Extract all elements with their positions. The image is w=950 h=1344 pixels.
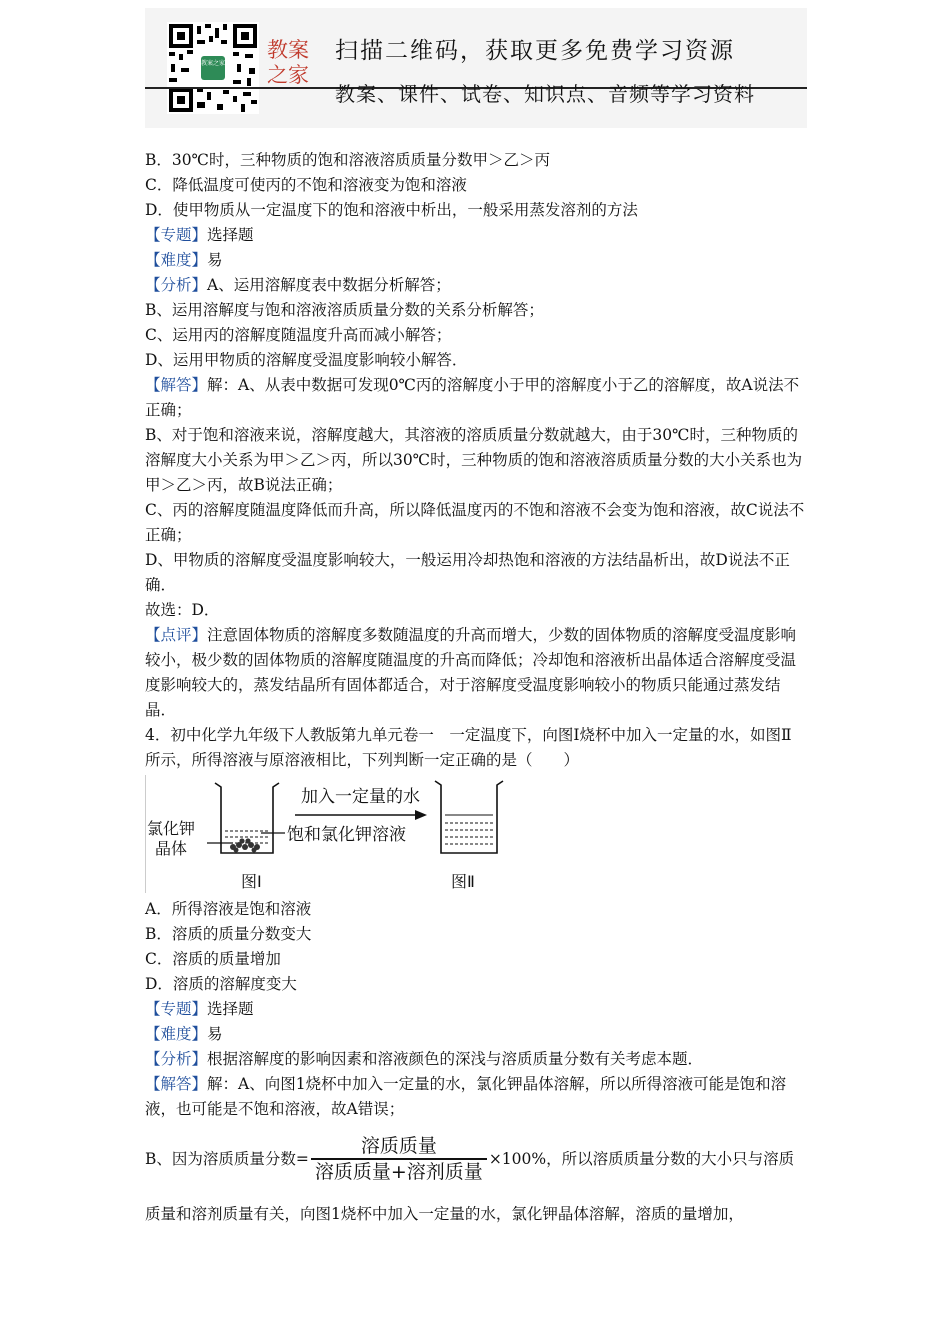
q4-topic-value: 选择题 — [207, 1000, 254, 1018]
q4-difficulty-label: 【难度】 — [145, 1025, 208, 1043]
q3-topic-value: 选择题 — [207, 226, 254, 244]
q3-topic-label: 【专题】 — [145, 226, 208, 244]
q4-answer-b-cont: 质量和溶剂质量有关，向图1烧杯中加入一定量的水，氯化钾晶体溶解，溶质的量增加， — [145, 1205, 744, 1223]
q3-analysis — [145, 273, 807, 298]
q4-answer — [145, 1072, 807, 1122]
q4-stem: 4．初中化学九年级下人教版第九单元卷一 一定温度下，向图Ⅰ烧杯中加入一定量的水，如图Ⅱ所示，所得溶液与原溶液相比，下列判断一定正确的是（ ） — [145, 726, 792, 769]
q3-comment — [145, 623, 807, 723]
q4-topic-label: 【专题】 — [145, 1000, 208, 1018]
q4-answer-b-formula-line — [145, 1128, 807, 1190]
q3-difficulty — [145, 248, 807, 273]
qr-code-icon — [167, 22, 259, 114]
q3-comment-text: 注意固体物质的溶解度多数随温度的升高而增大，少数的固体物质的溶解度受温度影响较小，极少数的固体物质的溶解度随温度的升高而降低；冷却饱和溶液析出晶体适合溶解度受温度影响较大的，蒸发结晶所有固体都适合，对于溶解度受温度影响较小的物质只能通过蒸发结晶． — [145, 626, 797, 719]
q3-choice: 故选：D． — [145, 601, 220, 619]
q4-topic — [145, 997, 807, 1022]
q4-answer-b-suffix: ×100%，所以溶质质量分数的大小只与溶质 — [488, 1149, 795, 1168]
header-slogan-2: 教案、课件、试卷、知识点、音频等学习资料 — [335, 82, 755, 106]
q4-answer-label: 【解答】 — [145, 1075, 208, 1093]
q3-answer-label: 【解答】 — [145, 376, 208, 394]
q3-difficulty-label: 【难度】 — [145, 251, 208, 269]
mass-fraction-formula — [311, 1134, 487, 1184]
fig2-caption: 图Ⅱ — [451, 872, 475, 891]
header-slogan-1: 扫描二维码，获取更多免费学习资源 — [335, 38, 735, 64]
q4-analysis-label: 【分析】 — [145, 1050, 208, 1068]
q4-analysis — [145, 1047, 807, 1072]
q3-answer — [145, 373, 807, 423]
q3-answer-c: C、丙的溶解度随温度降低而升高，所以降低温度丙的不饱和溶液不会变为饱和溶液，故C说法不正确； — [145, 501, 805, 544]
brand-line-2: 之家 — [267, 63, 309, 87]
q3-analysis-a: A、运用溶解度表中数据分析解答； — [207, 276, 451, 294]
q3-difficulty-value: 易 — [207, 251, 223, 269]
crystals — [230, 838, 260, 852]
formula-numerator: 溶质质量 — [360, 1135, 437, 1157]
q4-analysis-text: 根据溶解度的影响因素和溶液颜色的深浅与溶质质量分数有关考虑本题． — [207, 1050, 704, 1068]
q3-option-b: B．30℃时，三种物质的饱和溶液溶质质量分数甲＞乙＞丙 — [145, 151, 550, 169]
solid-label — [147, 819, 195, 859]
q4-option-b: B．溶质的质量分数变大 — [145, 925, 312, 943]
brand-line-1: 教案 — [267, 38, 309, 62]
q3-comment-label: 【点评】 — [145, 626, 208, 644]
header-banner — [145, 8, 807, 128]
q4-option-c: C．溶质的质量增加 — [145, 950, 281, 968]
solution-lines-fig2 — [445, 815, 493, 844]
q3-option-c: C．降低温度可使丙的不饱和溶液变为饱和溶液 — [145, 176, 467, 194]
q3-analysis-c: C、运用丙的溶解度随温度升高而减小解答； — [145, 326, 452, 344]
q4-answer-b-prefix: B、因为溶质质量分数= — [145, 1149, 309, 1168]
q3-option-d: D．使甲物质从一定温度下的饱和溶液中析出，一般采用蒸发溶剂的方法 — [145, 201, 638, 219]
q4-option-d: D．溶质的溶解度变大 — [145, 975, 297, 993]
q4-difficulty-value: 易 — [207, 1025, 223, 1043]
main-content — [145, 148, 807, 1227]
q3-answer-b: B、对于饱和溶液来说，溶解度越大，其溶液的溶质质量分数就越大，由于30℃时，三种物质的溶解度大小关系为甲＞乙＞丙，所以30℃时，三种物质的饱和溶液溶质质量分数的大小关系也为甲＞乙＞丙，故B说法正确； — [145, 426, 803, 494]
fig1-caption: 图Ⅰ — [241, 872, 262, 891]
q3-topic — [145, 223, 807, 248]
q3-analysis-d: D、运用甲物质的溶解度受温度影响较小解答． — [145, 351, 468, 369]
qr-badge-text: 教案之家 — [200, 60, 225, 67]
q3-analysis-b: B、运用溶解度与饱和溶液溶质质量分数的关系分析解答； — [145, 301, 544, 319]
q4-answer-a: 解：A、向图1烧杯中加入一定量的水，氯化钾晶体溶解，所以所得溶液可能是饱和溶液，也可能是不饱和溶液，故A错误； — [145, 1075, 787, 1118]
arrow-label: 加入一定量的水 — [301, 787, 420, 807]
q3-analysis-label: 【分析】 — [145, 276, 208, 294]
solution-label: 饱和氯化钾溶液 — [287, 825, 406, 845]
q3-answer-d: D、甲物质的溶解度受温度影响较大，一般运用冷却热饱和溶液的方法结晶析出，故D说法不正确． — [145, 551, 790, 594]
q4-figure — [145, 775, 515, 895]
q4-difficulty — [145, 1022, 807, 1047]
brand-logo-text — [267, 38, 323, 88]
q4-option-a: A．所得溶液是饱和溶液 — [145, 900, 312, 918]
solid-label-1: 氯化钾 — [147, 819, 196, 838]
q3-answer-a: 解：A、从表中数据可发现0℃丙的溶解度小于甲的溶解度小于乙的溶解度，故A说法不正确； — [145, 376, 800, 419]
formula-denominator: 溶质质量+溶剂质量 — [314, 1161, 483, 1183]
solid-label-2: 晶体 — [155, 839, 188, 858]
